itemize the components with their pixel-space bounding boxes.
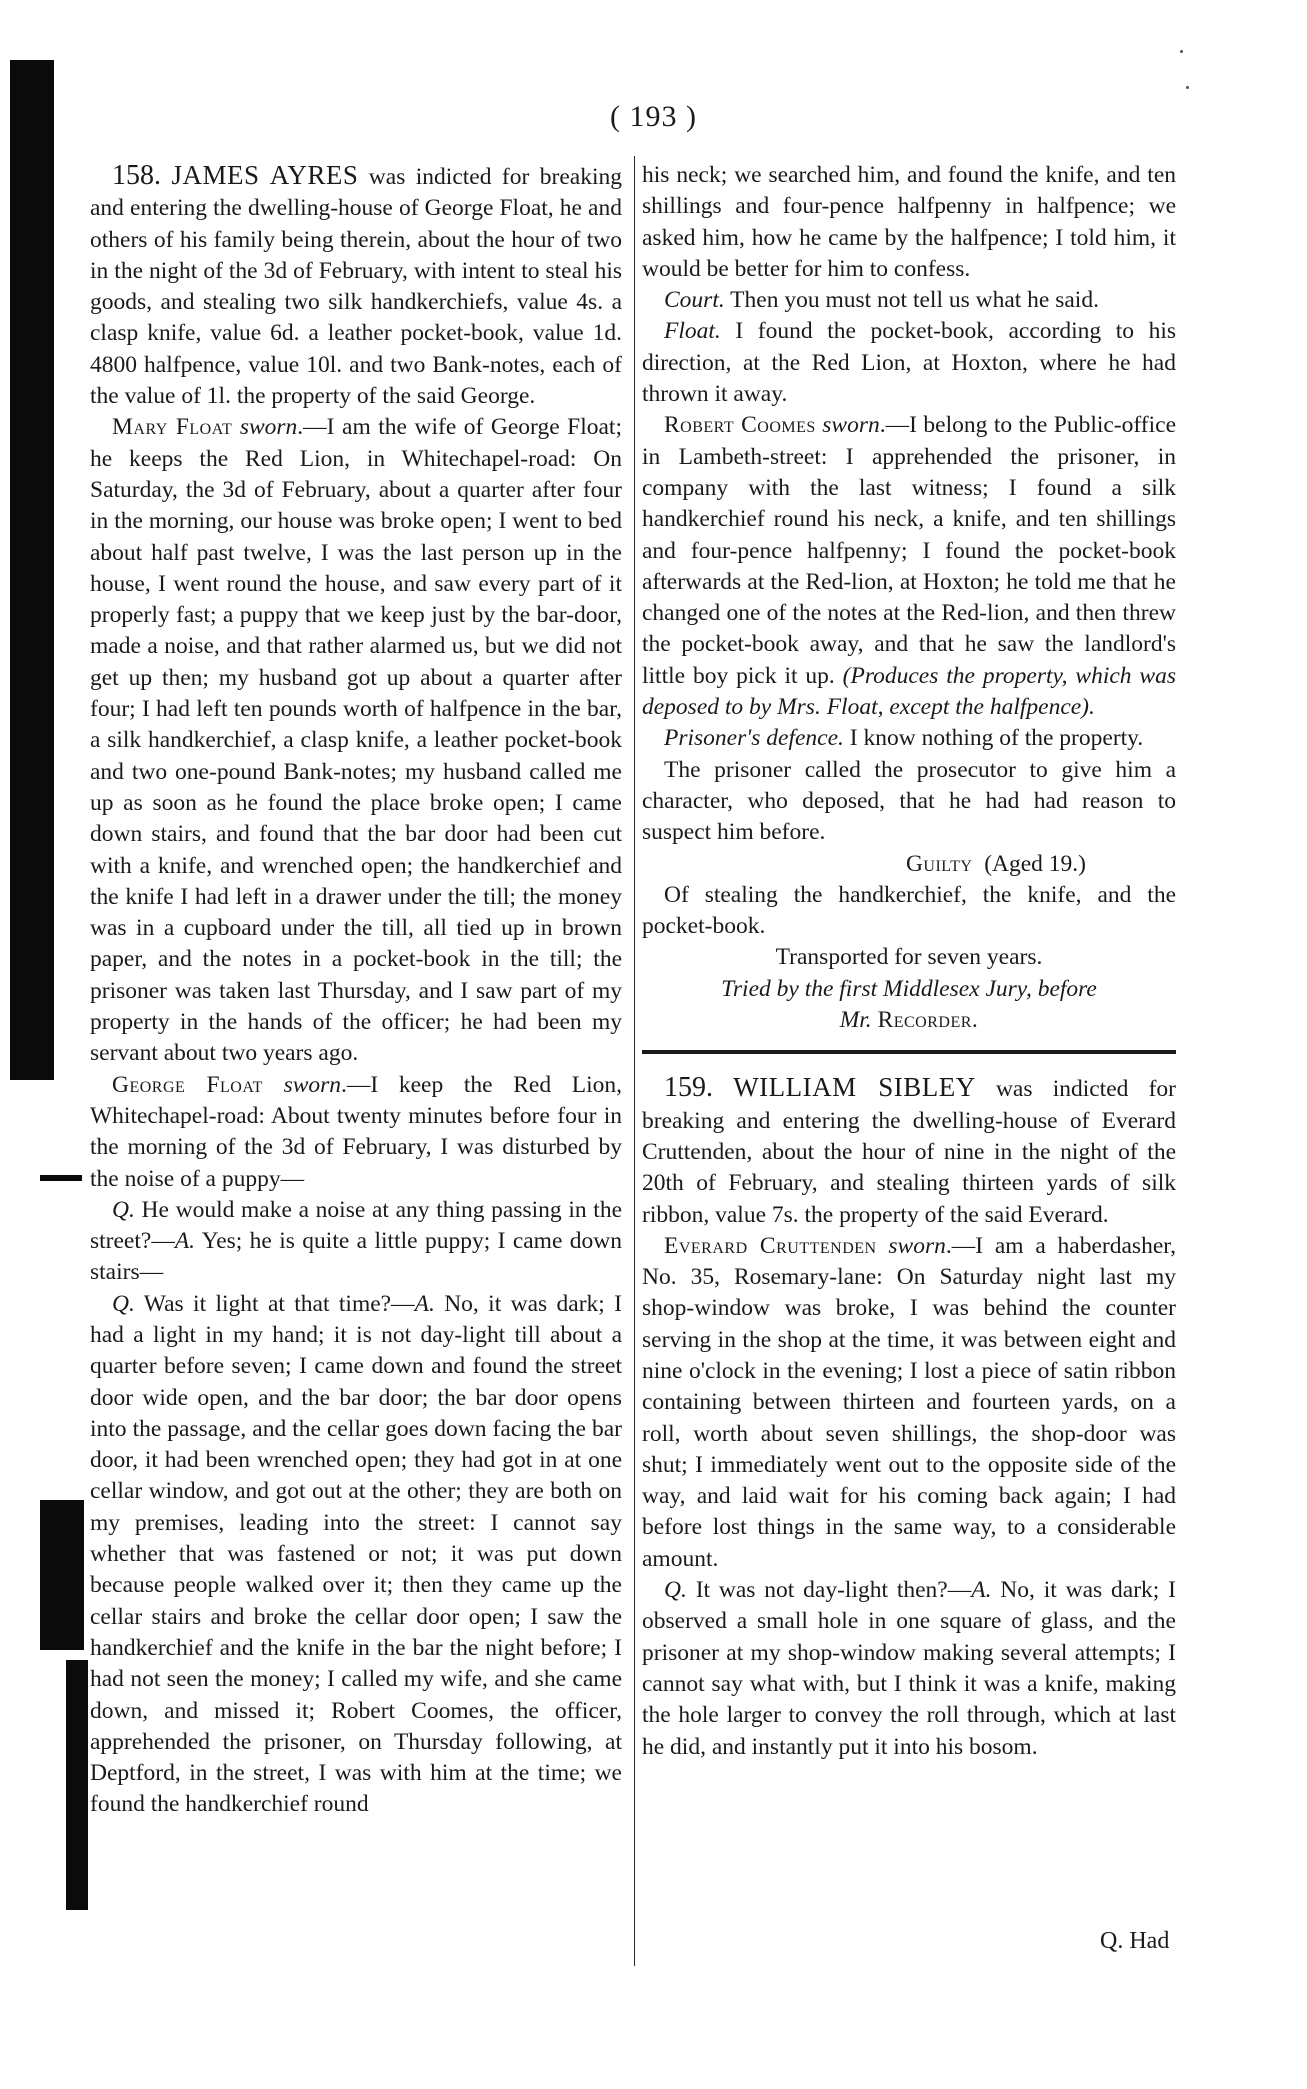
verdict [642, 849, 1176, 880]
sworn-label: sworn [239, 414, 298, 441]
witness-name: George Float [112, 1071, 263, 1098]
testimony-text: .—I belong to the Public-office in Lambeth-street: I apprehended the prisoner, in company with the last witness; I found a silk handkerchief round his neck, a knife, and ten shillings and four-pence halfpenny; I found the pocket-book afterwards at the Red-lion, at Hoxton; he told me that he changed one of the notes at the Red-lion, and then threw the pocket-book away, and that he saw the landlord's little boy pick it up. [642, 412, 1177, 689]
verdict-age: (Aged 19.) [984, 850, 1086, 877]
answer-text: No, it was dark; I had a light in my hand; it is not day-light till about a quarter before seven; I came down and found the street door wide open, and the bar door; the bar door opens into the passage, and the cellar goes down facing the bar door, it had been wrenched open; they had got in at one cellar window, and got out at the other; they are both on my premises, leading into the street: I cannot say whether that was fastened or not; it was put down because people walked over it; then they came up the cellar stairs and broke the cellar door open; I saw the handkerchief and the knife in the bar the night before; I had not seen the money; I called my wife, and she came down, and missed it; Robert Coomes, the officer, apprehended the prisoner, on Thursday following, at Deptford, in the street, I was with him at the time; we found the handkerchief round [90, 1290, 623, 1818]
prisoner-defence [642, 723, 1176, 754]
right-column [642, 160, 1176, 1763]
mr-label: Mr. [839, 1007, 872, 1034]
testimony-text: .—I keep the Red Lion, Whitechapel-road: About twenty minutes before four in the morning of the 3d of February, I was disturbed by the noise of a puppy— [90, 1071, 622, 1192]
question-marker: Q. [664, 1577, 687, 1604]
scan-speck [1186, 86, 1189, 89]
witness-robert-coomes [642, 410, 1176, 723]
tried-by-line [642, 974, 1176, 1037]
court-remark [642, 285, 1176, 316]
sworn-label: sworn [283, 1071, 342, 1098]
question-answer [642, 1575, 1176, 1763]
witness-george-float [90, 1070, 622, 1195]
recorder-label: Recorder. [877, 1007, 979, 1034]
defendant-name: JAMES AYRES [171, 160, 359, 190]
witness-name: Robert Coomes [664, 412, 816, 439]
indictment-text: was indicted for breaking and entering the dwelling-house of Everard Cruttenden, about the hour of nine in the night of the 20th of February, and stealing thirteen yards of silk ribbon, value 7s. the property of the said Everard. [642, 1076, 1176, 1228]
float-remark [642, 316, 1176, 410]
witness-everard-cruttenden [642, 1231, 1176, 1575]
case-divider [642, 1050, 1176, 1054]
case-159-indictment [642, 1072, 1176, 1230]
sentence: Transported for seven years. [775, 944, 1043, 971]
question-marker: Q. [112, 1196, 135, 1223]
remark-text: I found the pocket-book, according to his direction, at the Red Lion, at Hoxton, where he had thrown it away. [642, 318, 1176, 408]
witness-name: Mary Float [112, 414, 233, 441]
answer-text: Yes; he is quite a little puppy; I came down stairs— [90, 1228, 622, 1286]
tried-by-text: Tried by the first Middlesex Jury, before [721, 975, 1097, 1002]
answer-marker: A. [174, 1228, 196, 1255]
question-text: It was not day-light then?— [686, 1577, 972, 1604]
testimony-continuation: his neck; we searched him, and found the knife, and ten shillings and four-pence halfpenny in halfpence; we asked him, how he came by the halfpence; I told him, it would be better for him to confess. [642, 162, 1176, 282]
testimony-text: .—I am a haberdasher, No. 35, Rosemary-lane: On Saturday night last my shop-window was broke, I was behind the counter serving in the shop at the time, it was between eight and nine o'clock in the evening; I lost a piece of satin ribbon containing between thirteen and fourteen yards, on a roll, worth about seven shillings, the shop-door was shut; I immediately went out to the opposite side of the way, and laid wait for his coming back again; I had before lost things in the same way, to a considerable amount. [642, 1232, 1177, 1572]
defendant-name: WILLIAM SIBLEY [733, 1072, 976, 1103]
speaker-label: Court. [664, 287, 725, 314]
witness-mary-float [90, 412, 622, 1069]
question-marker: Q. [112, 1290, 135, 1317]
sworn-label: sworn [888, 1232, 946, 1259]
question-text: Was it light at that time?— [134, 1290, 415, 1317]
scan-speck [1180, 50, 1183, 53]
case-number: 159. [664, 1072, 713, 1104]
witness-name: Everard Cruttenden [664, 1232, 877, 1259]
remark-text: Then you must not tell us what he said. [724, 287, 1099, 314]
case-158-indictment [90, 160, 622, 412]
speaker-label: Float. [664, 318, 721, 345]
column-divider [634, 156, 635, 1966]
defence-text: I know nothing of the property. [843, 725, 1144, 752]
question-answer [90, 1289, 622, 1821]
case-number: 158. [112, 160, 161, 191]
scan-bleed-middle [40, 1500, 84, 1650]
answer-marker: A. [971, 1577, 992, 1604]
question-text: He would make a noise at any thing passing in the street?— [90, 1196, 622, 1255]
sworn-label: sworn [822, 412, 880, 439]
testimony-text: .—I am the wife of George Float; he keeps the Red Lion, in Whitechapel-road: On Saturday, the 3d of February, about a quarter after four in the morning, our house was broke open; I went to bed about half past twelve, I was the last person up in the house, I went round the house, and saw every part of it properly fast; a puppy that we keep just by the bar-door, made a noise, and that rather alarmed us, but we did not get up then; my husband got up about a quarter after four; I had left ten pounds worth of halfpence in the bar, a silk handkerchief, a clasp knife, a leather pocket-book and two one-pound Bank-notes; my husband called me up as soon as he found the place broke open; I came down stairs, and found that the bar door had been cut with a knife, and wrenched open; the handkerchief and the knife I had left in a drawer under the till; the money was in a cupboard under the till, all tied up in brown paper, and the notes in a pocket-book in the till; the prisoner was taken last Thursday, and I saw part of my property in the hands of the officer; he had been my servant about two years ago. [90, 414, 622, 1067]
page-number: ( 193 ) [610, 100, 697, 133]
scan-bleed-top [10, 60, 54, 1080]
answer-marker: A. [414, 1290, 435, 1317]
verdict-detail: Of stealing the handkerchief, the knife, and the pocket-book. [642, 881, 1176, 940]
left-column [90, 160, 622, 1821]
scan-bleed-mark [40, 1175, 82, 1181]
character-note: The prisoner called the prosecutor to give him a character, who deposed, that he had had reason to suspect him before. [642, 756, 1176, 846]
verdict-word: Guilty [905, 850, 973, 877]
defence-label: Prisoner's defence. [664, 725, 844, 752]
question-answer [90, 1195, 622, 1289]
answer-text: No, it was dark; I observed a small hole in one square of glass, and the prisoner at my shop-window making several attempts; I cannot say what with, but I think it was a knife, making the hole larger to convey the roll through, which at last he did, and instantly put it into his bosom. [642, 1577, 1176, 1760]
indictment-text: was indicted for breaking and entering the dwelling-house of George Float, he and others of his family being therein, about the hour of two in the night of the 3d of February, with intent to steal his goods, and stealing two silk handkerchiefs, value 4s. a clasp knife, value 6d. a leather pocket-book, value 1d. 4800 halfpence, value 10l. and two Bank-notes, each of the value of 1l. the property of the said George. [90, 164, 622, 410]
catchword: Q. Had [1100, 1928, 1170, 1954]
scan-bleed-bottom [66, 1660, 88, 1910]
stage-note: (Produces the property, which was deposed to by Mrs. Float, except the halfpence). [642, 662, 1176, 721]
